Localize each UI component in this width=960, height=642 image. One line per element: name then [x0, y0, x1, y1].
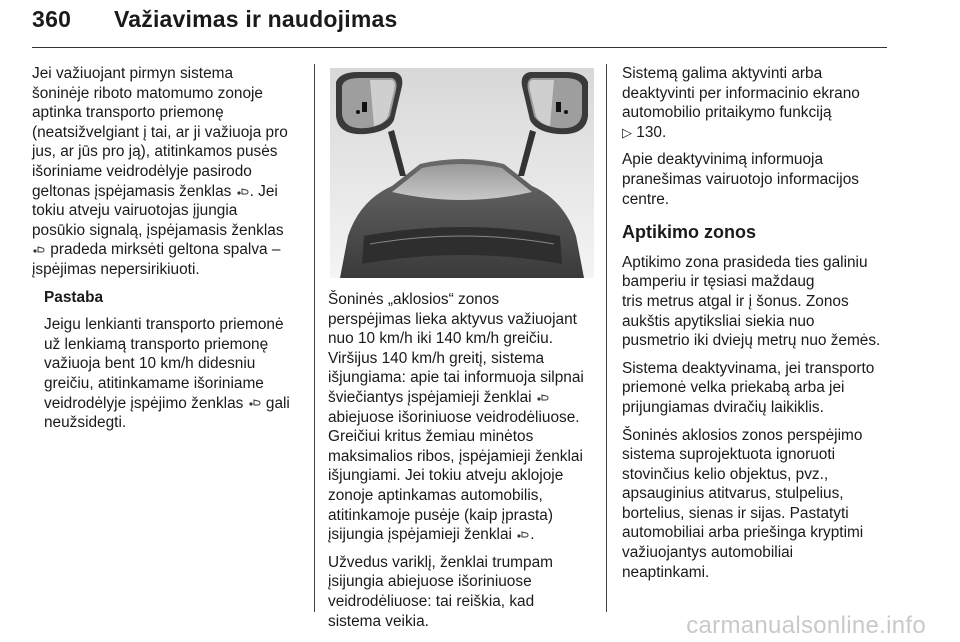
text-line: jus, ar jūs pro ją), atitinkamos pusės: [32, 143, 278, 161]
text-line: bamperiu ir tęsiasi maždaug: [622, 273, 815, 291]
mirror-illustration: [330, 68, 594, 278]
note-text: [44, 315, 304, 433]
text-line: deaktyvinti per informacinio ekrano: [622, 84, 860, 102]
text-line: maksimalios ribos, įspėjamieji ženklai: [328, 447, 583, 465]
text-line: išoriniame veidrodėlyje pasirodo: [32, 162, 252, 180]
text-line: tris metrus atgal ir į šonus. Zonos: [622, 292, 849, 310]
text-line: gali: [261, 394, 290, 412]
text-line: Sistemą galima aktyvinti arba: [622, 65, 823, 82]
text-line: veidrodėliuose: tai reiškia, kad: [328, 592, 535, 610]
text-line: nuo 10 km/h iki 140 km/h greičiu.: [328, 330, 553, 348]
text-line: zonoje aptinkamas automobilis,: [328, 486, 543, 504]
text-line: Šoninės „aklosios“ zonos: [328, 291, 500, 308]
blind-spot-warning-icon: [32, 245, 46, 255]
column-divider-left: [314, 64, 315, 612]
paragraph-deactivation-info: [622, 150, 894, 209]
text-line: pradeda mirksėti geltona spalva –: [46, 241, 281, 259]
column-1: [32, 64, 304, 441]
text-line: Viršijus 140 km/h greitį, sistema: [328, 349, 545, 367]
text-line: važiuojantys automobiliai: [622, 544, 794, 562]
page-number: 360: [32, 6, 72, 32]
text-line: Jei važiuojant pirmyn sistema: [32, 65, 234, 82]
page-reference-arrow-icon: ▷: [622, 124, 632, 140]
text-line: išjungiama: apie tai informuoja silpnai: [328, 369, 584, 387]
paragraph-activation: [622, 64, 894, 142]
text-line: įspėjimas nepersirikiuoti.: [32, 260, 200, 278]
text-line: prijungiamas dviračių laikiklis.: [622, 398, 824, 416]
text-line: greičiu, atitinkamame išoriniame: [44, 374, 264, 392]
text-line: automobiliai arba priešinga kryptimi: [622, 524, 864, 542]
text-line: tokiu atveju vairuotojas įjungia: [32, 202, 238, 220]
text-line: išjungiami. Jei tokiu atveju aklojoje: [328, 467, 564, 485]
text-line: posūkio signalą, įspėjamasis ženklas: [32, 221, 284, 239]
text-line: bortelius, sienas ir sijas. Pastatyti: [622, 504, 849, 522]
text-line: Aptikimo zona prasideda ties galiniu: [622, 253, 868, 271]
text-line: atitinkamoje pusėje (kaip įprasta): [328, 506, 553, 524]
text-line: įsijungia abiejuose išoriniuose: [328, 573, 532, 591]
text-line: Sistema deaktyvinama, jei transporto: [622, 359, 875, 377]
text-line: aptinka transporto priemonę: [32, 104, 224, 122]
blind-spot-warning-icon: [516, 530, 530, 540]
text-line: perspėjimas lieka aktyvus važiuojant: [328, 310, 577, 328]
note-title: Pastaba: [44, 288, 104, 306]
page-reference-link[interactable]: 130.: [636, 123, 667, 141]
page-header: [32, 6, 892, 50]
text-line: apsauginius atitvarus, stulpelius,: [622, 485, 844, 503]
text-line: už lenkiamą transporto priemonę: [44, 335, 269, 353]
column-2: [328, 290, 600, 639]
blind-spot-warning-icon: [236, 187, 250, 197]
text-line: (neatsižvelgiant į tai, ar ji važiuoja pro: [32, 123, 288, 141]
header-divider: [32, 47, 887, 48]
text-line: Užvedus variklį, ženklai trumpam: [328, 553, 553, 571]
text-line: . Jei: [249, 182, 278, 200]
text-line: priemonė velka priekabą arba jei: [622, 379, 845, 397]
text-line: įsijungia įspėjamieji ženklai: [328, 526, 517, 544]
text-line: Apie deaktyvinimą informuoja: [622, 151, 824, 169]
text-line: neužsidegti.: [44, 414, 127, 432]
paragraph-active-range: [328, 290, 600, 545]
text-line: sistema suprojektuota ignoruoti: [622, 446, 836, 464]
text-line: automobilio pritaikymo funkciją: [622, 104, 832, 122]
paragraph-intro: [32, 64, 304, 280]
text-line: sistema veikia.: [328, 612, 429, 630]
note-box: [32, 288, 304, 433]
chapter-title: Važiavimas ir naudojimas: [114, 6, 398, 32]
paragraph-ignored-objects: [622, 426, 894, 583]
text-line: aukštis apytiksliai siekia nuo: [622, 312, 815, 330]
paragraph-zone-range: [622, 253, 894, 351]
text-line: neaptinkami.: [622, 563, 710, 581]
text-line: Greičiui kritus žemiau minėtos: [328, 428, 534, 446]
text-line: veidrodėlyje įspėjimo ženklas: [44, 394, 248, 412]
section-heading: Aptikimo zonos: [622, 222, 756, 243]
text-line: Jeigu lenkianti transporto priemonė: [44, 316, 284, 334]
text-line: centre.: [622, 190, 670, 208]
text-line: geltonas įspėjamasis ženklas: [32, 182, 236, 200]
text-line: .: [530, 526, 535, 544]
car-rear-mirrors-image: [330, 68, 594, 278]
column-3: [622, 64, 894, 590]
paragraph-trailer: [622, 359, 894, 418]
text-line: šoninėje riboto matomumo zonoje: [32, 84, 263, 102]
watermark: carmanualsonline.info: [686, 612, 926, 639]
text-line: Šoninės aklosios zonos perspėjimo: [622, 426, 863, 444]
text-line: stovinčius kelio objektus, pvz.,: [622, 465, 829, 483]
text-line: važiuoja bent 10 km/h didesniu: [44, 355, 256, 373]
text-line: pranešimas vairuotojo informacijos: [622, 170, 859, 188]
column-divider-right: [606, 64, 607, 612]
blind-spot-warning-icon: [248, 398, 262, 408]
blind-spot-warning-icon: [536, 393, 550, 403]
paragraph-startup: [328, 553, 600, 631]
text-line: šviečiantys įspėjamieji ženklai: [328, 388, 536, 406]
text-line: pusmetrio iki dviejų metrų nuo žemės.: [622, 332, 881, 350]
text-line: abiejuose išoriniuose veidrodėliuose.: [328, 408, 580, 426]
